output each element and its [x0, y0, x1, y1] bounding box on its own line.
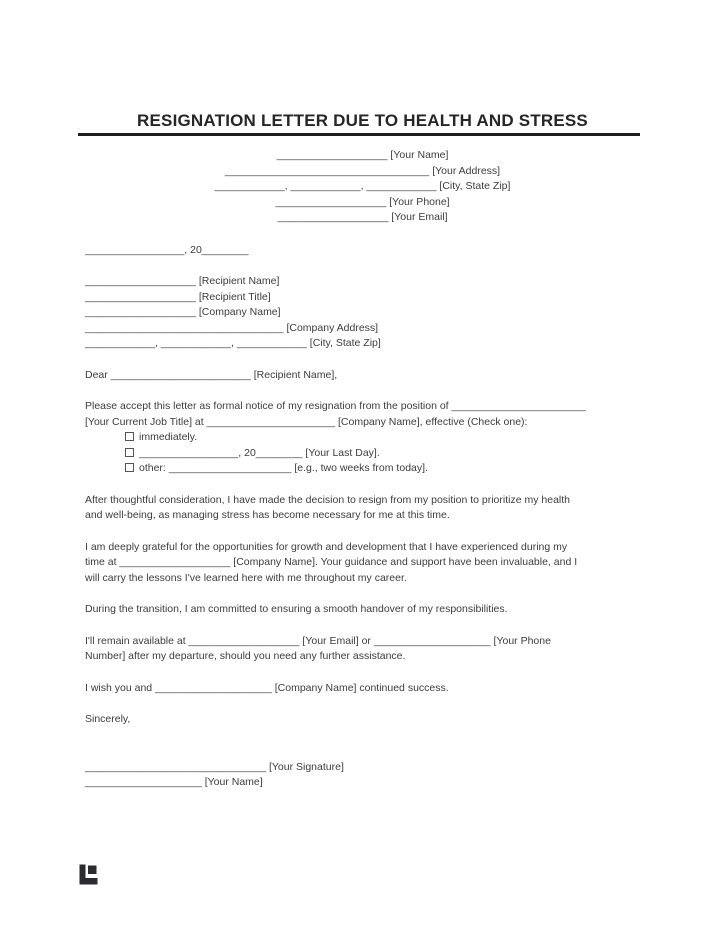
sender-email-line: ___________________ [Your Email]	[277, 211, 448, 223]
sender-address-line: ___________________________________ [Your Address]	[224, 164, 501, 177]
option-immediately	[125, 430, 640, 446]
checkbox-icon	[125, 463, 134, 472]
recipient-title-line: ___________________ [Recipient Title]	[85, 290, 271, 303]
paragraph-grateful-line-2: time at ___________________ [Company Name]. Your guidance and support have been invaluable, and I	[85, 556, 578, 568]
paragraph-wish	[85, 681, 640, 697]
recipient-company-line: ___________________ [Company Name]	[85, 306, 281, 318]
paragraph-wish-line-1: I wish you and ____________________ [Company Name] continued success.	[85, 681, 449, 694]
recipient-city-state-zip-line: ____________, ____________, ____________ [City, State Zip]	[85, 337, 381, 349]
closing-line: Sincerely,	[85, 713, 131, 725]
option-other-label: other: _____________________ [e.g., two weeks from today].	[139, 462, 428, 474]
paragraph-health-line-2: and well-being, as managing stress has become necessary for me at this time.	[85, 509, 450, 521]
paragraph-health	[85, 493, 640, 524]
paragraph-availability	[85, 634, 640, 665]
date-line: _________________, 20________	[85, 243, 249, 256]
paragraph-grateful-line-1: I am deeply grateful for the opportunities for growth and development that I have experienced during my	[85, 540, 568, 553]
option-other	[125, 461, 640, 477]
salutation-line: Dear ________________________ [Recipient Name],	[85, 368, 338, 381]
paragraph-health-line-1: After thoughtful consideration, I have made the decision to resign from my position to prioritize my health	[85, 493, 570, 506]
title-underline-rule	[78, 133, 640, 136]
opening-line-2: [Your Current Job Title] at ______________________ [Company Name], effective (Check one):	[85, 415, 528, 428]
paragraph-availability-line-2: Number] after my departure, should you need any further assistance.	[85, 650, 406, 662]
paragraph-transition-line-1: During the transition, I am committed to ensuring a smooth handover of my responsibilities.	[85, 603, 508, 615]
sender-city-state-zip-line: ____________, ____________, ____________ [City, State Zip]	[214, 180, 511, 192]
checkbox-icon	[125, 448, 134, 457]
option-immediately-label: immediately.	[139, 431, 198, 443]
recipient-company-address-line: __________________________________ [Company Address]	[85, 321, 379, 334]
option-last-day-label: _________________, 20________ [Your Last Day].	[139, 446, 380, 459]
sender-name-line: ___________________ [Your Name]	[276, 149, 449, 161]
signed-name-line: ____________________ [Your Name]	[85, 776, 263, 788]
opening-line-1: Please accept this letter as formal notice of my resignation from the position of _______________________	[85, 400, 586, 412]
recipient-name-line: ___________________ [Recipient Name]	[85, 275, 280, 287]
signature-block	[85, 760, 640, 791]
paragraph-grateful-line-3: will carry the lessons I've learned here with me throughout my career.	[85, 571, 407, 584]
option-last-day	[125, 446, 640, 462]
paragraph-transition	[85, 602, 640, 618]
sender-contact-block	[85, 148, 640, 226]
legal-templates-logo-icon	[78, 864, 99, 885]
opening-paragraph	[85, 399, 640, 477]
sender-phone-line: ___________________ [Your Phone]	[275, 195, 450, 208]
recipient-block	[85, 274, 640, 352]
paragraph-availability-line-1: I'll remain available at ___________________ [Your Email] or ____________________ [Your Phone	[85, 634, 551, 647]
checkbox-icon	[125, 432, 134, 441]
effective-date-options	[125, 430, 640, 477]
signature-line: _______________________________ [Your Signature]	[85, 760, 344, 773]
paragraph-grateful	[85, 540, 640, 587]
letter-title: RESIGNATION LETTER DUE TO HEALTH AND STRESS	[137, 111, 588, 130]
